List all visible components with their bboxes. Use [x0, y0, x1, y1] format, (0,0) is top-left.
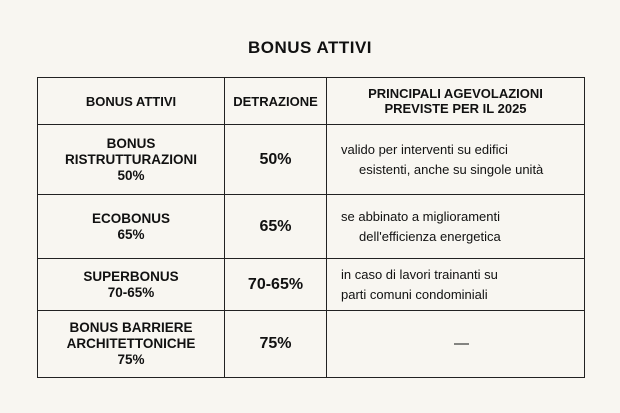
bonus-name-cell	[38, 311, 225, 378]
bonus-name-line: ARCHITETTONICHE	[66, 336, 196, 351]
bonus-note-cell	[327, 259, 585, 311]
header-notes	[327, 78, 585, 125]
bonus-rate-cell: 75%	[225, 311, 327, 378]
bonus-rate-cell: 65%	[225, 195, 327, 259]
bonus-note-line: in caso di lavori trainanti su	[341, 266, 498, 282]
header-bonus: BONUS ATTIVI	[38, 78, 225, 125]
bonus-name-cell	[38, 259, 225, 311]
bonus-name-cell	[38, 125, 225, 195]
table-row	[38, 195, 585, 259]
table-row	[38, 311, 585, 378]
header-rate: DETRAZIONE	[225, 78, 327, 125]
bonus-rate-cell: 50%	[225, 125, 327, 195]
bonus-note-cell	[327, 195, 585, 259]
bonus-name-line: BONUS	[106, 135, 156, 151]
table-row	[38, 125, 585, 195]
bonus-note-cell: —	[327, 311, 585, 378]
table-header-row	[38, 78, 585, 125]
bonus-name-cell	[38, 195, 225, 259]
bonus-note-line: valido per interventi su edifici	[341, 141, 508, 157]
bonus-note-cell	[327, 125, 585, 195]
bonus-note-line: dell'efficienza energetica	[359, 228, 501, 244]
bonus-name-line: 75%	[117, 352, 145, 367]
bonus-note-line: parti comuni condominiali	[341, 286, 488, 302]
bonus-name-line: ECOBONUS	[91, 210, 170, 226]
bonus-name-line: 70-65%	[107, 284, 155, 300]
header-notes-line2: PREVISTE PER IL 2025	[384, 101, 527, 116]
bonus-rate-cell: 70-65%	[225, 259, 327, 311]
header-notes-line1: PRINCIPALI AGEVOLAZIONI	[368, 86, 543, 101]
table-row	[38, 259, 585, 311]
bonus-note-line: esistenti, anche su singole unità	[359, 161, 544, 177]
page-title: BONUS ATTIVI	[247, 38, 373, 57]
bonus-name-line: BONUS BARRIERE	[69, 320, 193, 335]
bonus-name-line: RISTRUTTURAZIONI	[65, 151, 197, 167]
bonus-note-line: se abbinato a miglioramenti	[341, 208, 500, 224]
bonus-name-line: 50%	[117, 167, 145, 183]
bonus-name-line: SUPERBONUS	[83, 268, 179, 284]
bonus-name-line: 65%	[117, 226, 145, 242]
bonus-table	[37, 77, 585, 378]
